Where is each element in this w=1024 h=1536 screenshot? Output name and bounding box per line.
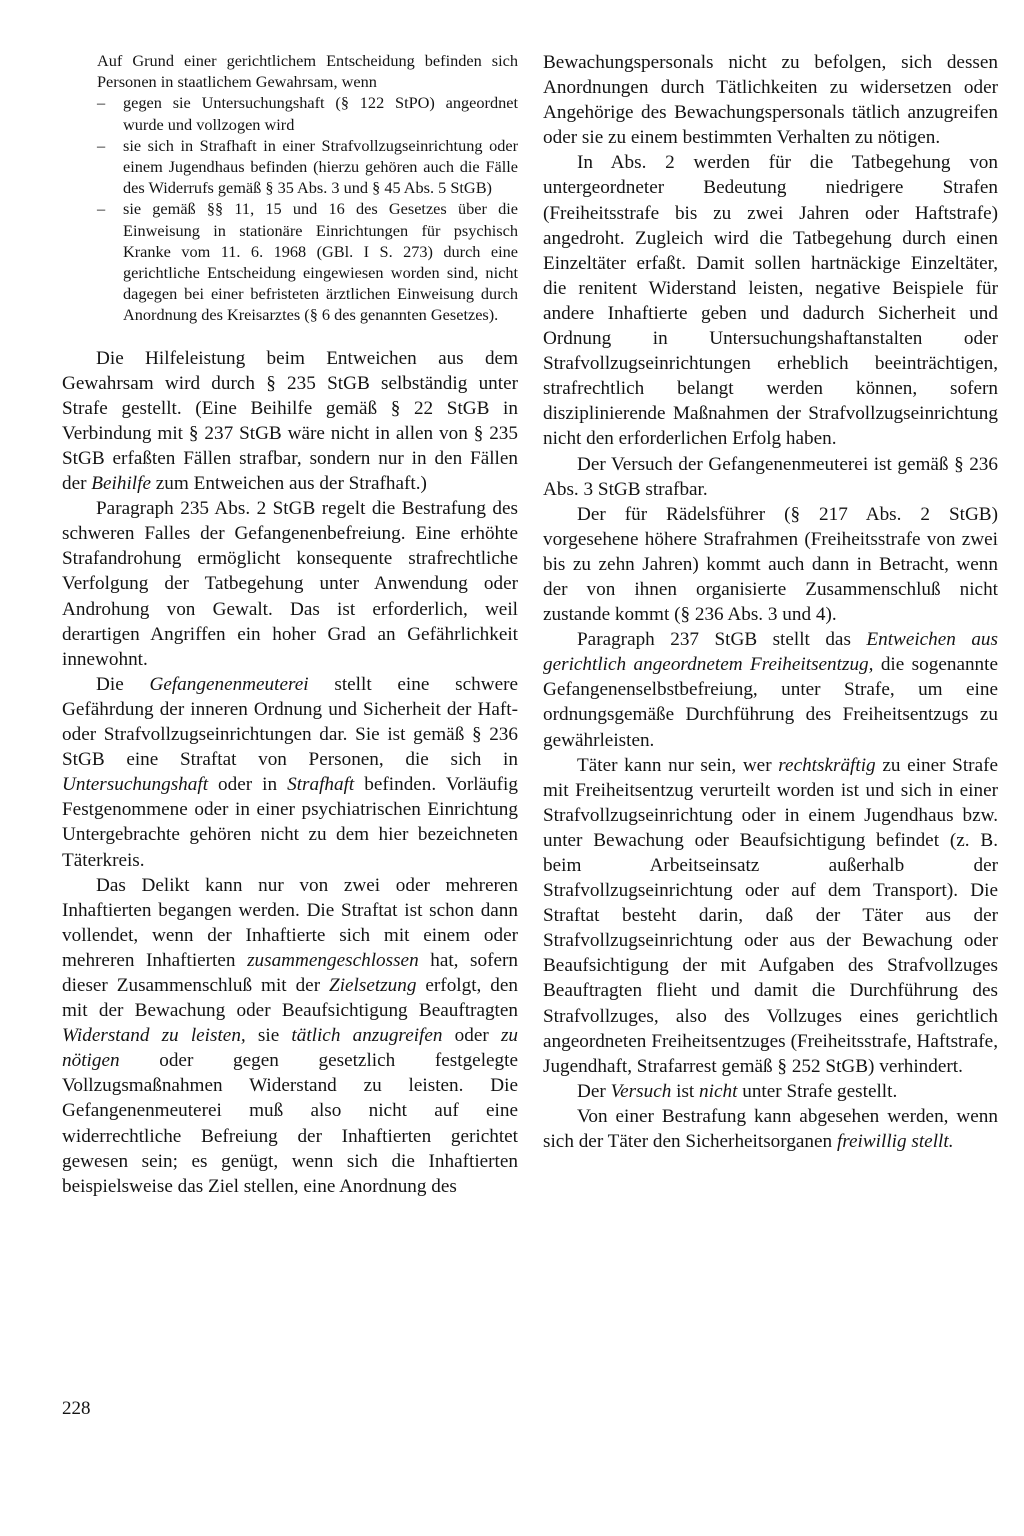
statute-summary-block [97,50,518,326]
emphasis: Widerstand zu leisten, [62,1025,246,1047]
paragraph: Die Hilfeleistung beim Entweichen aus dem Gewahrsam wird durch § 235 StGB selbständig unter Strafe gestellt. (Eine Beihilfe gemäß § 22 StGB in Verbindung mit § 237 StGB wäre nicht in allen von § 235 StGB erfaßten Fällen strafbar, sondern nur in den Fällen der Beihilfe zum Entweichen aus der Strafhaft.) [62,347,518,495]
emphasis: tätlich anzugreifen [291,1025,443,1047]
list-item: – sie sich in Strafhaft in einer Strafvollzugseinrichtung oder einem Jugendhaus befinden (hierzu gehören auch die Fälle des Widerrufs gemäß § 35 Abs. 3 und § 45 Abs. 5 StGB) [97,135,518,199]
emphasis: Untersuchungshaft [62,774,209,796]
emphasis: Zielsetzung [329,974,417,996]
emphasis: Beihilfe [91,473,151,495]
emphasis: Versuch [610,1080,672,1102]
paragraph: Der Versuch der Gefangenenmeuterei ist gemäß § 236 Abs. 3 StGB strafbar. [543,453,998,500]
paragraph: Paragraph 237 StGB stellt das Entweichen aus gerichtlich angeordnetem Freiheitsentzug, die sogenannte Gefangenenselbstbefreiung, unter Strafe, um eine ordnungsgemäße Durchführung des Freiheitsentzugs zu gewährleisten. [543,629,998,751]
paragraph: Der für Rädelsführer (§ 217 Abs. 2 StGB) vorgesehene höhere Strafrahmen (Freiheitsstrafe von zwei bis zu zehn Jahren) kommt auch dann in Betracht, wenn der von ihnen organisierte Zusammenschluß nicht zustande kommt (§ 236 Abs. 3 und 4). [543,503,998,626]
paragraph: Täter kann nur sein, wer rechtskräftig zu einer Strafe mit Freiheitsentzug verurteilt worden ist und sich in einer Strafvollzugseinrichtung oder in einem Jugendhaus bzw. unter Bewachung oder Beaufsichtigung befindet (z. B. beim Arbeitseinsatz außerhalb der Strafvollzugseinrichtung oder auf dem Transport). Die Straftat besteht darin, daß der Täter aus der Strafvollzugseinrichtung oder aus der Bewachung oder Beaufsichtigung der mit Aufgaben des Strafvollzuges Beauftragten flieht und damit die Durchführung des Strafvollzuges, also des Vollzuges eines gerichtlich angeordneten Freiheitsentzuges (Freiheitsstrafe, Haftstrafe, Jugendhaft, Strafarrest gemäß § 252 StGB) verhindert. [543,754,998,1077]
page-number: 228 [62,1398,91,1419]
paragraph: Der Versuch ist nicht unter Strafe gestellt. [577,1080,898,1102]
paragraph: Die Gefangenenmeuterei stellt eine schwere Gefährdung der inneren Ordnung und Sicherheit der Haft- oder Strafvollzugseinrichtungen dar. Sie ist gemäß § 236 StGB eine Straftat von Personen, die sich in Untersuchungshaft oder in Strafhaft befinden. Vorläufig Festgenommene oder in einer psychiatrischen Einrichtung Untergebrachte gehören nicht zu dem hier bezeichneten Täterkreis. [62,673,518,871]
emphasis: freiwillig stellt. [836,1131,954,1153]
left-column [62,50,518,1199]
custody-conditions-list [97,92,518,325]
block-gap [62,326,518,346]
paragraph: In Abs. 2 werden für die Tatbegehung von untergeordneter Bedeutung niedrigere Strafen (Freiheitsstrafe bis zu zwei Jahren oder Haftstrafe) angedroht. Zugleich wird die Tatbegehung durch einen Einzeltäter erfaßt. Damit sollen hartnäckige Einzeltäter, die renitent Widerstand leisten, negative Beispiele für andere Inhaftierte geben und dadurch Sicherheit und Ordnung in Untersuchungshaftanstalten oder Strafvollzugseinrichtungen erheblich beeinträchtigen, strafrechtlich belangt werden können, sofern disziplinierende Maßnahmen der Strafvollzugseinrichtung nicht den erforderlichen Erfolg haben. [543,152,998,450]
statute-intro: Auf Grund einer gerichtlichem Entscheidung befinden sich Personen in staatlichem Gewahrsam, wenn [97,51,518,92]
paragraph: Paragraph 235 Abs. 2 StGB regelt die Bestrafung des schweren Falles der Gefangenenbefreiung. Eine erhöhte Strafandrohung ermöglicht konsequente strafrechtliche Verfolgung der Tatbegehung unter Anwendung oder Androhung von Gewalt. Das ist erforderlich, weil derartigen Angriffen ein hoher Grad an Gefährlichkeit innewohnt. [62,498,518,670]
list-item: – sie gemäß §§ 11, 15 und 16 des Gesetzes über die Einweisung in stationäre Einrichtungen für psychisch Kranke vom 11. 6. 1968 (GBl. I S. 273) durch eine gerichtliche Entscheidung eingewiesen worden sind, nicht dagegen bei einer befristeten ärztlichen Einweisung durch Anordnung des Kreisarztes (§ 6 des genannten Gesetzes). [97,198,518,325]
paragraph: Das Delikt kann nur von zwei oder mehreren Inhaftierten begangen werden. Die Straftat ist schon dann vollendet, wenn der Inhaftierte sich mit einem oder mehreren Inhaftierten zusammengeschlossen hat, sofern dieser Zusammenschluß mit der Zielsetzung erfolgt, den mit der Bewachung oder Beaufsichtigung Beauftragten Widerstand zu leisten, sie tätlich anzugreifen oder zu nötigen oder gegen gesetzlich festgelegte Vollzugsmaßnahmen Widerstand zu leisten. Die Gefangenenmeuterei muß also nicht auf eine widerrechtliche Befreiung der Inhaftierten gerichtet gewesen sein; es genügt, wenn sich die Inhaftierten beispielsweise das Ziel stellen, eine Anordnung des [62,874,518,1197]
emphasis: nicht [699,1080,738,1102]
emphasis: zu nötigen [62,1025,518,1072]
emphasis: Strafhaft [287,774,355,796]
left-body-text [62,346,518,1199]
paragraph-continued: Bewachungspersonals nicht zu befolgen, sich dessen Anordnungen durch Tätlichkeiten zu widersetzen oder Angehörige des Bewachungspersonals tätlich anzugreifen oder sie zu einem bestimmten Verhalten zu nötigen. [543,52,998,149]
right-column [543,50,998,1154]
list-item: – gegen sie Untersuchungshaft (§ 122 StPO) angeordnet wurde und vollzogen wird [97,92,518,134]
emphasis: Gefangenenmeuterei [149,673,309,695]
paragraph: Von einer Bestrafung kann abgesehen werden, wenn sich der Täter den Sicherheitsorganen freiwillig stellt. [543,1105,998,1153]
emphasis: Entweichen aus gerichtlich angeordnetem Freiheitsentzug, [543,629,998,676]
emphasis: rechtskräftig [778,754,876,776]
emphasis: zusammengeschlossen [247,949,419,971]
